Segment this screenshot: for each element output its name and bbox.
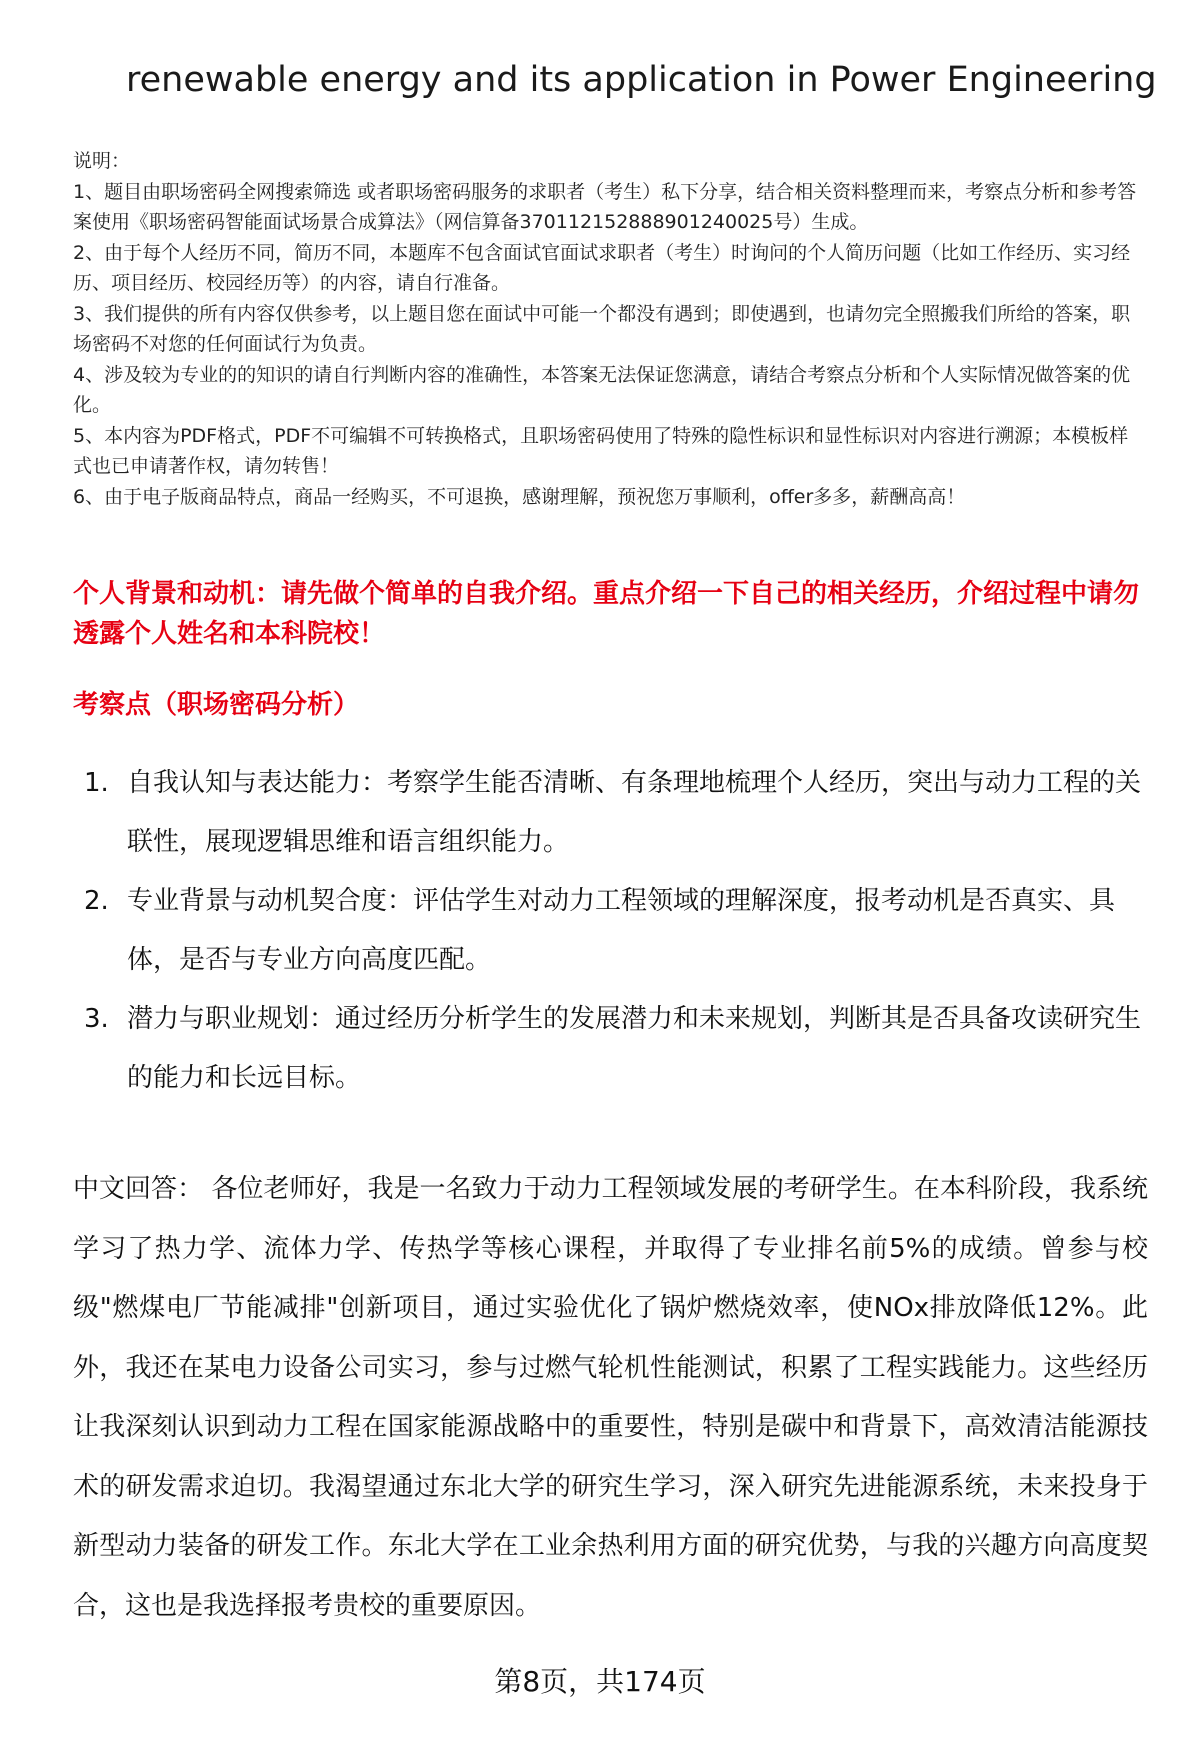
list-text: 专业背景与动机契合度：评估学生对动力工程领域的理解深度，报考动机是否真实、具体，是否与专业方向高度匹配。 bbox=[127, 886, 1116, 975]
question-heading: 个人背景和动机：请先做个简单的自我介绍。重点介绍一下自己的相关经历，介绍过程中请勿透露个人姓名和本科院校！ bbox=[73, 579, 1140, 649]
list-item bbox=[84, 990, 1144, 1108]
list-item bbox=[84, 872, 1144, 990]
answer-paragraph: 中文回答： 各位老师好，我是一名致力于动力工程领域发展的考研学生。在本科阶段，我系统学习了热力学、流体力学、传热学等核心课程，并取得了专业排名前5%的成绩。曾参与校级"燃煤电厂节能减排"创新项目，通过实验优化了锅炉燃烧效率，使NOx排放降低12%。此外，我还在某电力设备公司实习，参与过燃气轮机性能测试，积累了工程实践能力。这些经历让我深刻认识到动力工程在国家能源战略中的重要性，特别是碳中和背景下，高效清洁能源技术的研发需求迫切。我渴望通过东北大学的研究生学习，深入研究先进能源系统，未来投身于新型动力装备的研发工作。东北大学在工业余热利用方面的研究优势，与我的兴趣方向高度契合，这也是我选择报考贵校的重要原因。 bbox=[73, 1174, 1148, 1621]
disclaimer-notes bbox=[73, 146, 1145, 512]
key-points-heading: 考察点（职场密码分析） bbox=[73, 690, 360, 720]
list-item bbox=[84, 754, 1144, 872]
note-item: 4、涉及较为专业的的知识的请自行判断内容的准确性，本答案无法保证您满意，请结合考察点分析和个人实际情况做答案的优化。 bbox=[73, 363, 1131, 416]
notes-heading: 说明： bbox=[73, 150, 131, 172]
note-item: 3、我们提供的所有内容仅供参考，以上题目您在面试中可能一个都没有遇到；即使遇到，也请勿完全照搬我们所给的答案，职场密码不对您的任何面试行为负责。 bbox=[73, 302, 1131, 355]
list-number: 3. bbox=[84, 1004, 109, 1034]
note-item: 5、本内容为PDF格式，PDF不可编辑不可转换格式，且职场密码使用了特殊的隐性标识和显性标识对内容进行溯源；本模板样式也已申请著作权，请勿转售！ bbox=[73, 424, 1129, 477]
list-number: 1. bbox=[84, 768, 109, 798]
note-item: 1、题目由职场密码全网搜索筛选 或者职场密码服务的求职者（考生）私下分享，结合相关资料整理而来，考察点分析和参考答案使用《职场密码智能面试场景合成算法》（网信算备370112152888901240025号）生成。 bbox=[73, 180, 1137, 233]
document-title: renewable energy and its application in Power Engineering bbox=[126, 60, 1157, 100]
note-item: 6、由于电子版商品特点，商品一经购买，不可退换，感谢理解，预祝您万事顺利，offer多多，薪酬高高！ bbox=[73, 485, 966, 508]
note-item: 2、由于每个人经历不同，简历不同，本题库不包含面试官面试求职者（考生）时询问的个人简历问题（比如工作经历、实习经历、项目经历、校园经历等）的内容，请自行准备。 bbox=[73, 241, 1131, 294]
list-text: 潜力与职业规划：通过经历分析学生的发展潜力和未来规划，判断其是否具备攻读研究生的能力和长远目标。 bbox=[127, 1004, 1142, 1093]
key-points-list bbox=[84, 754, 1144, 1108]
list-text: 自我认知与表达能力：考察学生能否清晰、有条理地梳理个人经历，突出与动力工程的关联性，展现逻辑思维和语言组织能力。 bbox=[127, 768, 1142, 857]
list-number: 2. bbox=[84, 886, 109, 916]
page-number: 第8页，共174页 bbox=[494, 1665, 706, 1698]
